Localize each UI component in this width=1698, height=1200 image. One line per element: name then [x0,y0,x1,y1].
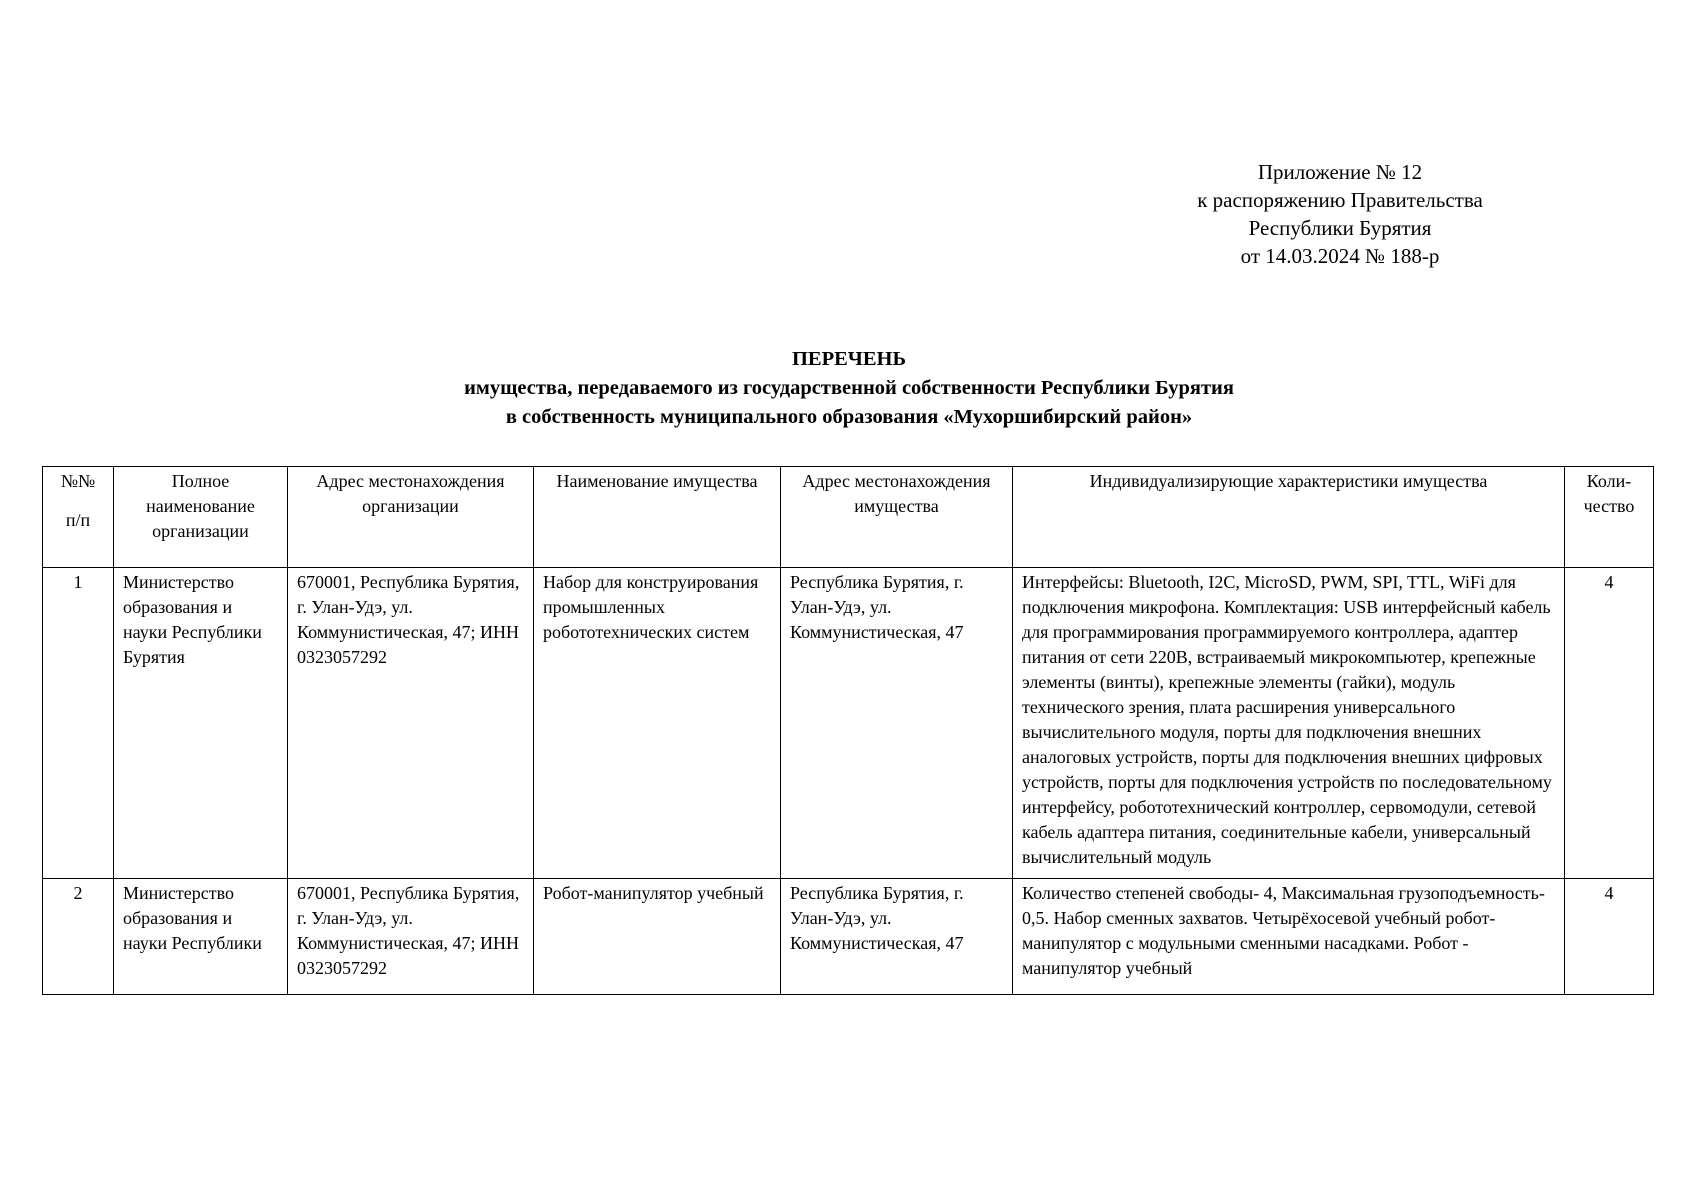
row-quantity: 4 [1565,568,1654,879]
appendix-reference: к распоряжению Правительства [1197,188,1483,212]
row-number: 1 [43,568,114,879]
appendix-date: от 14.03.2024 № 188-р [1240,244,1440,268]
row-characteristics: Количество степеней свободы- 4, Максимальная грузоподъемность- 0,5. Набор сменных захватов. Четырёхосевой учебный робот-манипулятор с модульными сменными насадками. Робот - манипулятор учебный [1013,879,1565,995]
table-row [43,568,1654,879]
appendix-block [1090,158,1590,270]
row-property-name: Набор для конструирования промышленных робототехнических систем [534,568,781,879]
row-org-address: 670001, Республика Бурятия, г. Улан-Удэ, ул. Коммунистическая, 47; ИНН 0323057292 [288,879,534,995]
row-org-name: Министерство образования и науки Республики [114,879,288,995]
table-row [43,879,1654,995]
row-property-address: Республика Бурятия, г. Улан-Удэ, ул. Коммунистическая, 47 [781,568,1013,879]
row-property-address: Республика Бурятия, г. Улан-Удэ, ул. Коммунистическая, 47 [781,879,1013,995]
header-property-name: Наименование имущества [534,467,781,568]
row-property-name: Робот-манипулятор учебный [534,879,781,995]
title-subheading-1: имущества, передаваемого из государственной собственности Республики Бурятия [464,377,1234,399]
header-characteristics: Индивидуализирующие характеристики имущества [1013,467,1565,568]
row-org-name: Министерство образования и науки Республики Бурятия [114,568,288,879]
property-table [42,466,1654,995]
header-org-name: Полное наименование организации [114,467,288,568]
title-heading: ПЕРЕЧЕНЬ [791,348,907,370]
row-number: 2 [43,879,114,995]
header-quantity: Коли-чество [1565,467,1654,568]
appendix-government: Республики Бурятия [1248,216,1432,240]
row-characteristics: Интерфейсы: Bluetooth, I2C, MicroSD, PWM, SPI, TTL, WiFi для подключения микрофона. Комплектация: USB интерфейсный кабель для программирования программируемого контроллера, адаптер питания от сети 220В, встраиваемый микрокомпьютер, крепежные элементы (винты), крепежные элементы (гайки), модуль технического зрения, плата расширения универсального вычислительного модуля, порты для подключения внешних аналоговых устройств, порты для подключения внешних цифровых устройств, порты для подключения устройств по последовательному интерфейсу, робототехнический контроллер, сервомодули, сетевой кабель адаптера питания, соединительные кабели, универсальный вычислительный модуль [1013,568,1565,879]
document-title [0,345,1698,432]
header-number: №№ п/п [43,467,114,568]
row-org-address: 670001, Республика Бурятия, г. Улан-Удэ, ул. Коммунистическая, 47; ИНН 0323057292 [288,568,534,879]
appendix-number: Приложение № 12 [1257,160,1423,184]
header-property-address: Адрес местонахождения имущества [781,467,1013,568]
header-org-address: Адрес местонахождения организации [288,467,534,568]
title-subheading-2: в собственность муниципального образования «Мухоршибирский район» [505,406,1193,428]
table-header-row [43,467,1654,568]
row-quantity: 4 [1565,879,1654,995]
